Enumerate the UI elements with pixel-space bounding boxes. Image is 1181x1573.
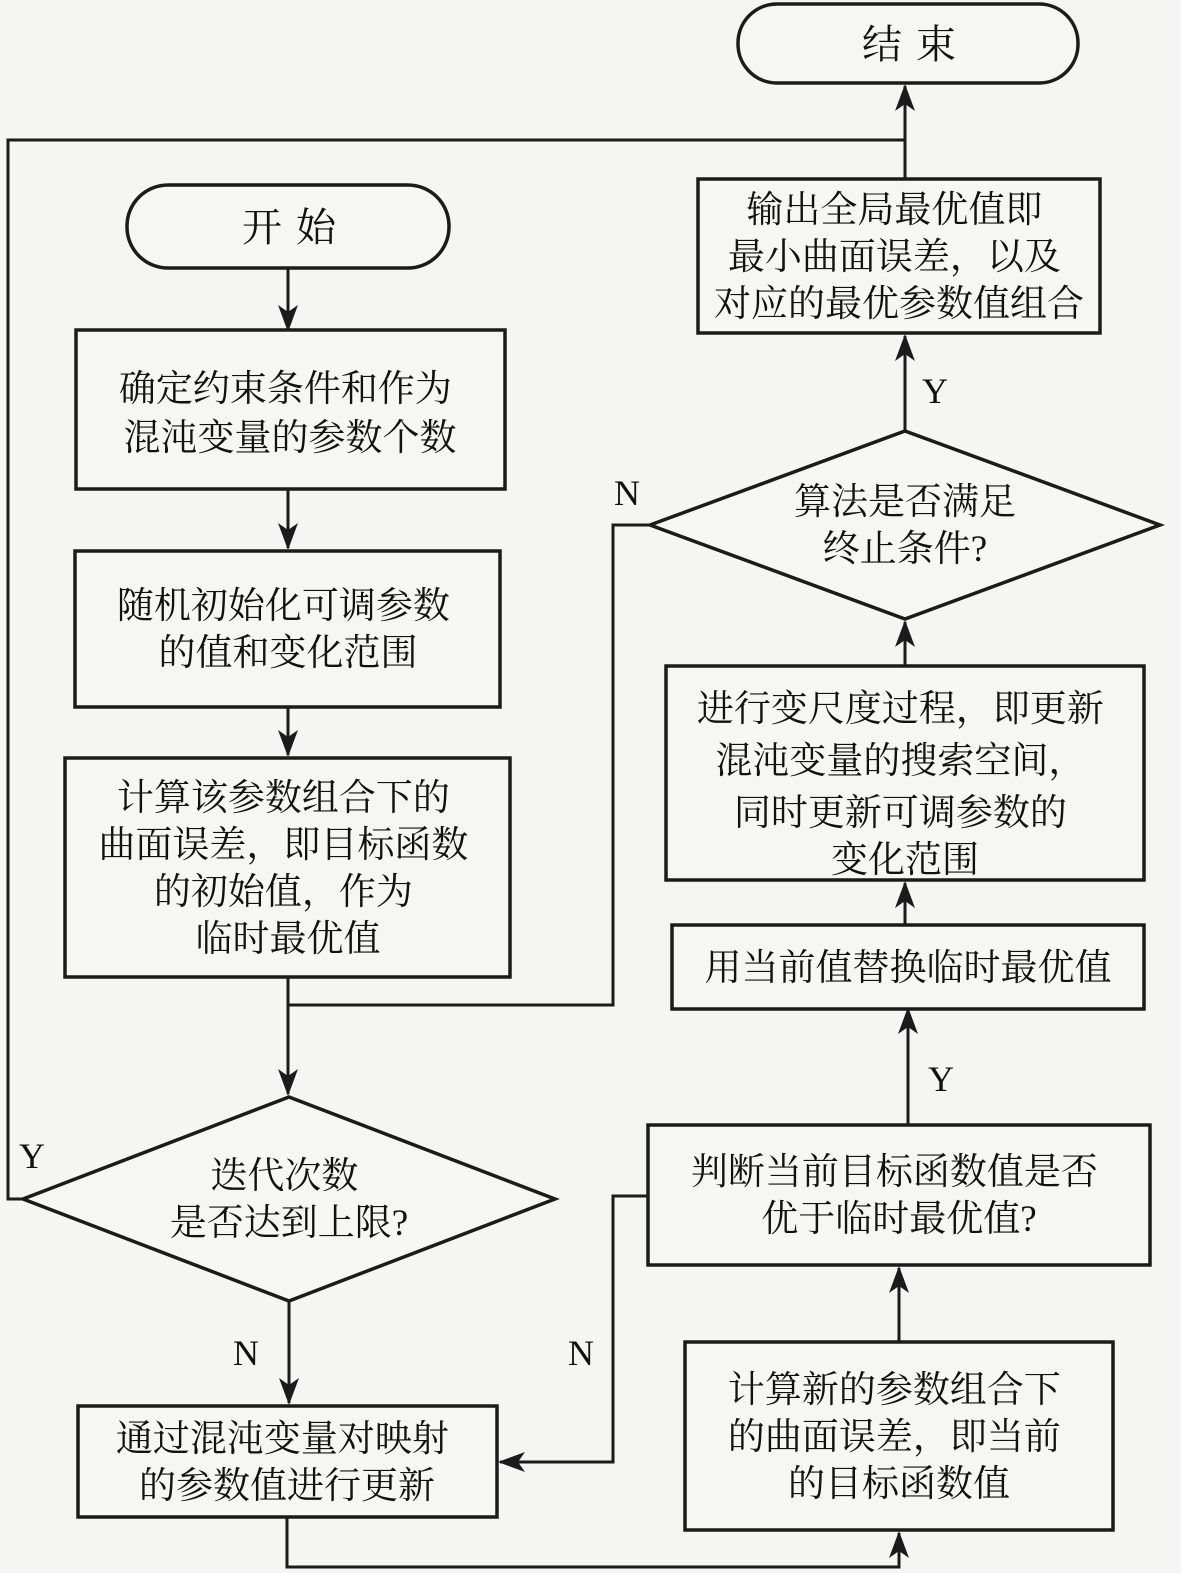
process-compute-initial xyxy=(65,758,510,977)
process-determine-constraints xyxy=(76,330,505,489)
text-line: 确定约束条件和作为 xyxy=(118,369,452,410)
text-line: 迭代次数 xyxy=(210,1156,359,1197)
terminator-end xyxy=(738,4,1078,83)
text-line: 判断当前目标函数值是否 xyxy=(690,1152,1098,1193)
text-line: 的值和变化范围 xyxy=(158,633,418,674)
text-line: 计算新的参数组合下 xyxy=(727,1370,1061,1411)
text-line: 优于临时最优值? xyxy=(761,1199,1037,1240)
text-line: 的目标函数值 xyxy=(788,1464,1010,1505)
process-replace-temp xyxy=(672,925,1144,1009)
text-line: 的初始值，作为 xyxy=(153,872,413,913)
arrow-compare-no-to-update-mapping xyxy=(500,1196,648,1462)
process-output-result xyxy=(698,179,1100,333)
text-line: 输出全局最优值即 xyxy=(746,190,1043,231)
text-line: 的曲面误差，即当前 xyxy=(727,1417,1061,1458)
text-line: 计算该参数组合下的 xyxy=(116,778,450,819)
text-line: 的参数值进行更新 xyxy=(139,1466,435,1507)
text-line: 随机初始化可调参数 xyxy=(116,586,450,627)
process-output-result-text xyxy=(714,189,1084,325)
edge-label-compare-yes: Y xyxy=(928,1059,954,1099)
text-line: 临时最优值 xyxy=(195,919,381,960)
decision-iteration-limit xyxy=(23,1097,555,1301)
text-line: 用当前值替换临时最优值 xyxy=(704,948,1112,989)
text-line: 混沌变量的搜索空间， xyxy=(715,741,1086,782)
text-line: 曲面误差，即目标函数 xyxy=(98,825,469,866)
text-line: 算法是否满足 xyxy=(794,482,1016,523)
text-line: 对应的最优参数值组合 xyxy=(714,284,1084,325)
text-line: 变化范围 xyxy=(831,840,979,881)
process-replace-temp-text xyxy=(705,947,1112,989)
text-line: 混沌变量的参数个数 xyxy=(123,418,457,459)
terminator-end-label: 结束 xyxy=(862,22,970,67)
terminator-start xyxy=(127,185,449,268)
process-compute-new xyxy=(685,1342,1113,1530)
decision-iteration-limit-shape xyxy=(23,1097,555,1301)
terminator-start-label: 开始 xyxy=(242,205,350,250)
process-random-init-shape xyxy=(75,551,500,707)
text-line: 进行变尺度过程，即更新 xyxy=(696,689,1104,730)
edge-label-compare-no: N xyxy=(568,1333,594,1373)
edge-label-iteration-no: N xyxy=(233,1333,259,1373)
edge-label-termination-yes: Y xyxy=(922,371,948,411)
process-update-mapping xyxy=(78,1406,497,1517)
process-random-init xyxy=(75,551,500,707)
edge-label-iteration-yes: Y xyxy=(19,1136,45,1176)
text-line: 终止条件? xyxy=(822,529,988,570)
text-line: 同时更新可调参数的 xyxy=(733,793,1067,834)
text-line: 是否达到上限? xyxy=(169,1203,409,1244)
text-line: 最小曲面误差，以及 xyxy=(727,237,1061,278)
process-compare-check xyxy=(648,1125,1150,1265)
process-rescale xyxy=(666,666,1144,881)
text-line: 通过混沌变量对映射 xyxy=(115,1419,449,1460)
process-compare-check-shape xyxy=(648,1125,1150,1265)
decision-termination-shape xyxy=(650,431,1160,619)
edge-label-termination-no: N xyxy=(614,473,640,513)
